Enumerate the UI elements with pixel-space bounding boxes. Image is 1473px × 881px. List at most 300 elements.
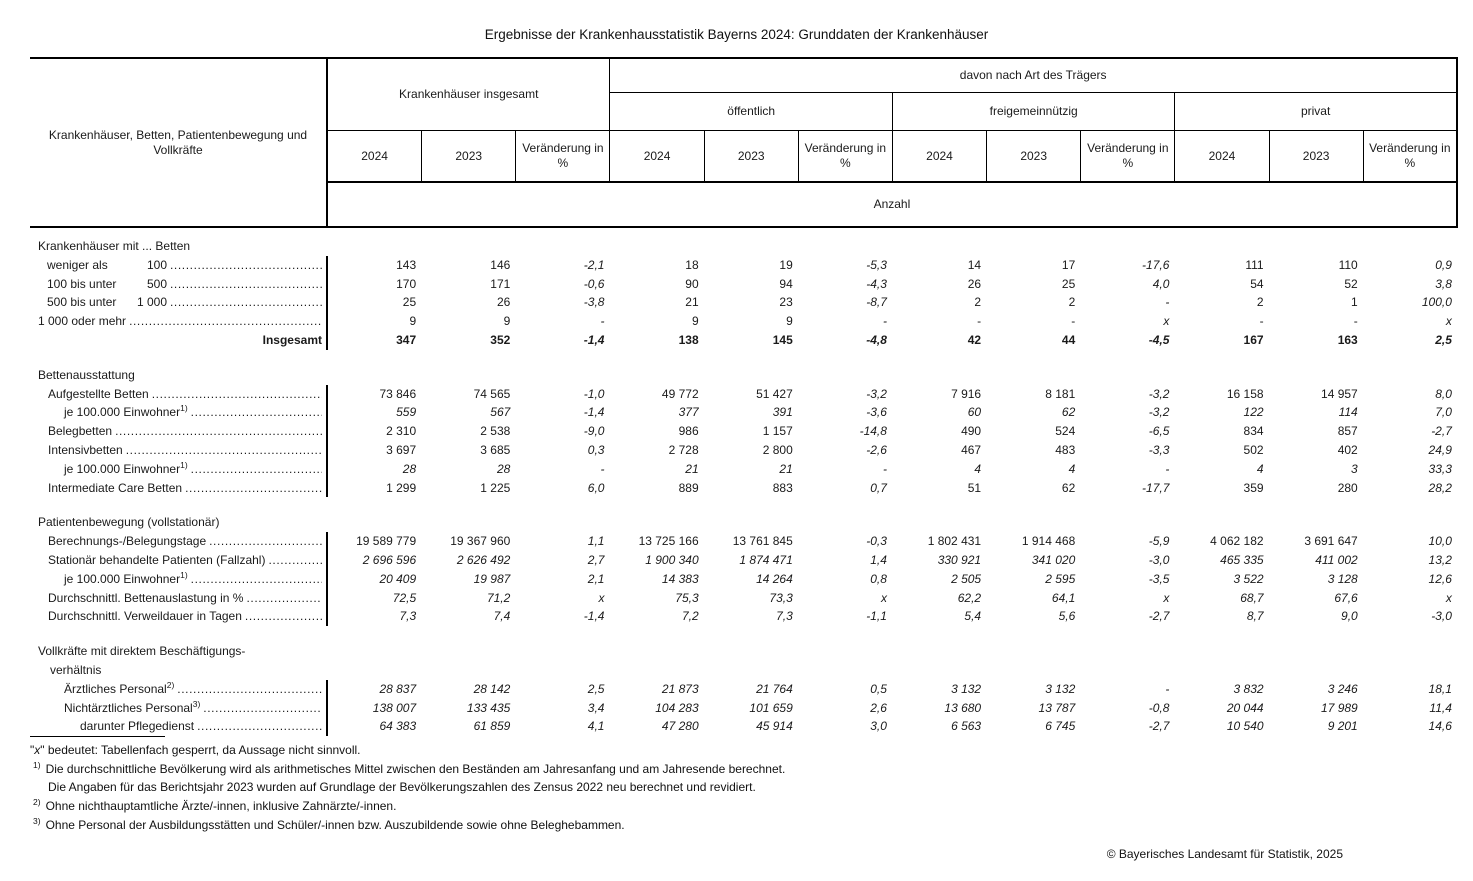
dot-leader xyxy=(268,551,322,570)
value-cell: 1 802 431 xyxy=(927,534,982,549)
x-symbol: x xyxy=(34,743,41,758)
value-cell: - xyxy=(1353,314,1358,329)
dot-leader xyxy=(185,479,322,498)
value-cell: 4 xyxy=(1256,461,1264,476)
value-cell: 883 xyxy=(772,480,793,495)
stub-header: Krankenhäuser, Betten, Patientenbewegung und Vollkräfte xyxy=(30,57,328,228)
value-cell: 67,6 xyxy=(1334,590,1358,605)
value-cell: 12,6 xyxy=(1428,571,1452,586)
value-cell: -2,7 xyxy=(1148,719,1170,734)
label-text: Nichtärztliches Personal xyxy=(64,700,193,715)
value-cell: 834 xyxy=(1243,424,1264,439)
value-cell: 21 xyxy=(685,461,699,476)
footnote xyxy=(30,760,1430,779)
dot-leader xyxy=(191,570,322,589)
value-cell: -3,0 xyxy=(1148,552,1170,567)
value-cell: 11,4 xyxy=(1429,700,1452,715)
value-cell: 18 xyxy=(685,257,699,272)
value-cell: 17 xyxy=(1061,257,1076,272)
row-label xyxy=(30,331,328,350)
section-title-row xyxy=(30,366,1458,385)
table-row xyxy=(30,532,1458,551)
year-header-cell: 2024 xyxy=(328,131,422,183)
row-label-text xyxy=(30,422,112,441)
value-cell: 62,2 xyxy=(957,590,982,605)
value-cell: -6,5 xyxy=(1148,424,1170,439)
value-cell: 0,7 xyxy=(870,480,887,495)
value-cell: 280 xyxy=(1337,480,1358,495)
value-cell: 2 696 596 xyxy=(362,552,417,567)
dot-leader xyxy=(126,441,322,460)
value-cell: 138 007 xyxy=(372,700,417,715)
value-cell: - xyxy=(600,461,605,476)
value-cell: 62 xyxy=(1061,480,1076,495)
row-label xyxy=(30,403,328,422)
value-cell: -17,6 xyxy=(1142,257,1170,272)
dot-leader xyxy=(129,312,322,331)
value-cell: 44 xyxy=(1061,332,1076,347)
value-cell: 133 435 xyxy=(466,700,511,715)
value-cell: 2 595 xyxy=(1045,571,1076,586)
dot-leader xyxy=(246,589,322,608)
dot-leader xyxy=(177,680,322,699)
row-label xyxy=(30,460,328,479)
table-section xyxy=(30,513,1458,626)
row-label-text xyxy=(30,551,265,570)
value-cell: 6 745 xyxy=(1045,719,1076,734)
value-cell: 94 xyxy=(779,276,793,291)
row-label-text xyxy=(30,570,188,589)
value-cell: 111 xyxy=(1245,257,1264,272)
value-cell: 138 xyxy=(678,332,699,347)
value-cell: x xyxy=(1445,314,1452,329)
row-label-text: Insgesamt xyxy=(262,332,322,347)
value-cell: 51 427 xyxy=(756,386,793,401)
table-row xyxy=(30,293,1458,312)
value-cell: 467 xyxy=(961,442,982,457)
value-cell: 9 xyxy=(503,314,511,329)
footnote-text: Die durchschnittliche Bevölkerung wird als arithmetisches Mittel zwischen den Beständen am Jahresanfang und am Jahresende berechnet. xyxy=(45,761,786,776)
copyright-notice: © Bayerisches Landesamt für Statistik, 2025 xyxy=(1106,847,1343,862)
value-cell: -1,4 xyxy=(583,332,605,347)
value-cell: -5,3 xyxy=(866,257,887,272)
value-cell: - xyxy=(1165,295,1170,310)
value-cell: x xyxy=(1163,314,1170,329)
value-cell: 13 680 xyxy=(944,700,982,715)
section-title-text: Patientenbewegung (vollstationär) xyxy=(38,515,220,530)
table-header xyxy=(30,57,1458,228)
value-cell: 3 832 xyxy=(1233,681,1264,696)
value-cell: 3 685 xyxy=(480,442,511,457)
group-header-total: Krankenhäuser insgesamt xyxy=(328,57,610,131)
value-cell: 465 335 xyxy=(1220,552,1264,567)
row-label-text xyxy=(30,312,126,331)
footnote-marker: 2) xyxy=(33,796,41,807)
value-cell: 2 626 492 xyxy=(456,552,511,567)
value-cell: 9 xyxy=(691,314,699,329)
value-cell: -1,0 xyxy=(583,386,605,401)
value-cell: x xyxy=(880,590,887,605)
section-title-row xyxy=(30,642,1458,661)
value-cell: -2,1 xyxy=(583,257,605,272)
value-cell: 68,7 xyxy=(1240,590,1264,605)
section-title-row xyxy=(30,661,1458,680)
table-section xyxy=(30,237,1458,350)
value-cell: 13 787 xyxy=(1038,700,1076,715)
footnote xyxy=(30,797,1430,816)
range-from: weniger als xyxy=(47,257,108,272)
label-text: Intensivbetten xyxy=(48,442,123,457)
value-cell: 110 xyxy=(1338,257,1358,272)
year-header-cell: 2023 xyxy=(1270,131,1364,183)
value-cell: - xyxy=(1165,681,1170,696)
value-cell: 2,1 xyxy=(587,571,605,586)
value-cell: -3,2 xyxy=(1148,405,1170,420)
footnote xyxy=(30,741,1430,760)
row-label xyxy=(30,717,328,736)
value-cell: -3,2 xyxy=(1148,386,1170,401)
value-cell: - xyxy=(882,314,887,329)
table-row xyxy=(30,589,1458,608)
label-text: darunter Pflegedienst xyxy=(80,719,195,734)
label-text: Berechnungs-/Belegungstage xyxy=(48,534,207,549)
table-row xyxy=(30,256,1458,275)
year-header-cell: 2024 xyxy=(610,131,704,183)
value-cell: 559 xyxy=(396,405,417,420)
value-cell: -1,4 xyxy=(583,609,605,624)
range-to: 500 xyxy=(146,276,167,291)
value-cell: 21 xyxy=(779,461,793,476)
value-cell: 0,5 xyxy=(870,681,887,696)
table-section xyxy=(30,366,1458,498)
year-header-cell: 2023 xyxy=(705,131,799,183)
label-text: Durchschnittl. Bettenauslastung in % xyxy=(48,590,244,605)
value-cell: 60 xyxy=(967,405,982,420)
dot-leader xyxy=(203,699,322,718)
value-cell: 0,8 xyxy=(870,571,887,586)
value-cell: 2 310 xyxy=(386,424,417,439)
value-cell: 146 xyxy=(490,257,511,272)
value-cell: - xyxy=(1071,314,1076,329)
section-title-text: verhältnis xyxy=(50,662,102,677)
value-cell: 2 728 xyxy=(668,442,699,457)
value-cell: 2 800 xyxy=(762,442,793,457)
value-cell: 14 xyxy=(967,257,982,272)
footnote-marker: 1) xyxy=(180,403,188,414)
value-cell: 16 158 xyxy=(1226,386,1264,401)
label-text: Durchschnittl. Verweildauer in Tagen xyxy=(48,609,242,624)
value-cell: 7,3 xyxy=(399,609,417,624)
table-row xyxy=(30,385,1458,404)
value-cell: 3 132 xyxy=(951,681,982,696)
section-title-row xyxy=(30,237,1458,256)
value-cell: 13 725 166 xyxy=(638,534,699,549)
row-label xyxy=(30,551,328,570)
row-label xyxy=(30,293,328,312)
value-cell: 9 xyxy=(409,314,417,329)
footnote-text: Ohne Personal der Ausbildungsstätten und Schüler/-innen bzw. Auszubildende sowie ohne Beleghebammen. xyxy=(45,817,625,832)
value-cell: -0,3 xyxy=(866,534,887,549)
dot-leader xyxy=(191,403,322,422)
value-cell: 71,2 xyxy=(486,590,511,605)
value-cell: 0,3 xyxy=(587,442,605,457)
footnote-marker: 3) xyxy=(33,815,41,826)
value-cell: 3 128 xyxy=(1327,571,1358,586)
label-text: 1 000 oder mehr xyxy=(38,314,127,329)
subgroup-header-privat: privat xyxy=(1175,93,1457,131)
value-cell: 2 505 xyxy=(951,571,982,586)
value-cell: 2 xyxy=(1068,295,1076,310)
value-cell: 8 181 xyxy=(1045,386,1076,401)
row-label-text xyxy=(30,403,188,422)
value-cell: 2 xyxy=(974,295,982,310)
value-cell: 64,1 xyxy=(1051,590,1076,605)
table-row xyxy=(30,403,1458,422)
year-header-cell: Veränderung in % xyxy=(516,131,610,183)
row-label xyxy=(30,441,328,460)
label-text: je 100.000 Einwohner xyxy=(64,405,181,420)
value-cell: 4 xyxy=(1068,461,1076,476)
row-label xyxy=(30,312,328,331)
value-cell: 2,5 xyxy=(587,681,605,696)
footnote-lines xyxy=(30,741,1430,834)
value-cell: - xyxy=(600,314,605,329)
value-cell: 28 xyxy=(402,461,417,476)
label-text: Stationär behandelte Patienten (Fallzahl) xyxy=(48,552,266,567)
value-cell: 13,2 xyxy=(1428,552,1452,567)
value-cell: 330 921 xyxy=(937,552,982,567)
group-header-traeger: davon nach Art des Trägers xyxy=(610,57,1457,93)
table-row xyxy=(30,422,1458,441)
value-cell: 8,0 xyxy=(1435,386,1452,401)
dot-leader xyxy=(209,532,322,551)
value-cell: 341 020 xyxy=(1031,552,1076,567)
value-cell: 1,1 xyxy=(587,534,605,549)
range-to: 1 000 xyxy=(136,295,167,310)
value-cell: 47 280 xyxy=(661,719,699,734)
value-cell: 170 xyxy=(396,276,417,291)
row-label xyxy=(30,256,328,275)
section-title xyxy=(30,661,328,680)
value-cell: -9,0 xyxy=(583,424,605,439)
value-cell: 9 201 xyxy=(1327,719,1358,734)
value-cell: 145 xyxy=(772,332,793,347)
value-cell: -3,6 xyxy=(866,405,887,420)
value-cell: 73 846 xyxy=(379,386,417,401)
value-cell: 28,2 xyxy=(1428,480,1452,495)
table-row xyxy=(30,680,1458,699)
value-cell: 7 916 xyxy=(951,386,982,401)
value-cell: x xyxy=(1445,590,1452,605)
value-cell: -0,6 xyxy=(583,276,605,291)
value-cell: 857 xyxy=(1337,424,1358,439)
value-cell: 13 761 845 xyxy=(732,534,793,549)
value-cell: 45 914 xyxy=(756,719,793,734)
value-cell: - xyxy=(882,461,887,476)
value-cell: 19 589 779 xyxy=(356,534,417,549)
value-cell: 2,5 xyxy=(1435,332,1452,347)
value-cell: 28 837 xyxy=(379,681,417,696)
value-cell: 21 873 xyxy=(661,681,699,696)
row-label-text xyxy=(30,589,243,608)
value-cell: 7,2 xyxy=(681,609,699,624)
value-cell: 4,0 xyxy=(1152,276,1170,291)
value-cell: 51 xyxy=(967,480,982,495)
value-cell: 61 859 xyxy=(473,719,511,734)
value-cell: 347 xyxy=(396,332,417,347)
subgroup-header-oeffentlich: öffentlich xyxy=(610,93,892,131)
table-row xyxy=(30,570,1458,589)
dot-leader xyxy=(197,717,322,736)
value-cell: 163 xyxy=(1337,332,1358,347)
value-cell: 4 062 182 xyxy=(1210,534,1264,549)
value-cell: 377 xyxy=(678,405,699,420)
row-label xyxy=(30,275,328,294)
section-title-text: Vollkräfte mit direktem Beschäftigungs- xyxy=(38,644,246,659)
value-cell: -3,3 xyxy=(1148,442,1170,457)
value-cell: 6 563 xyxy=(951,719,982,734)
value-cell: 28 142 xyxy=(473,681,511,696)
value-cell: 20 409 xyxy=(379,571,417,586)
value-cell: 2 xyxy=(1256,295,1264,310)
table-row xyxy=(30,699,1458,718)
row-label-text xyxy=(30,680,174,699)
row-label-text xyxy=(30,699,200,718)
section-title xyxy=(30,366,328,385)
value-cell: 33,3 xyxy=(1428,461,1452,476)
row-label xyxy=(30,589,328,608)
row-label xyxy=(30,479,328,498)
value-cell: 75,3 xyxy=(675,590,699,605)
dot-leader xyxy=(152,385,322,404)
label-text: Ärztliches Personal xyxy=(64,681,167,696)
value-cell: 28 xyxy=(496,461,511,476)
year-header-cell: Veränderung in % xyxy=(799,131,893,183)
table-row xyxy=(30,607,1458,626)
row-label xyxy=(30,570,328,589)
value-cell: 171 xyxy=(490,276,511,291)
label-text: Intermediate Care Betten xyxy=(48,480,183,495)
value-cell: 4 xyxy=(974,461,982,476)
subgroup-header-freigemeinnuetzig: freigemeinnützig xyxy=(893,93,1175,131)
value-cell: - xyxy=(1259,314,1264,329)
report-title: Ergebnisse der Krankenhausstatistik Bayerns 2024: Grunddaten der Krankenhäuser xyxy=(484,27,989,42)
value-cell: 3,0 xyxy=(870,719,887,734)
value-cell: -3,0 xyxy=(1431,609,1452,624)
row-label-text xyxy=(30,441,123,460)
value-cell: -4,3 xyxy=(866,276,887,291)
value-cell: 1 900 340 xyxy=(645,552,699,567)
table-row xyxy=(30,551,1458,570)
value-cell: 18,1 xyxy=(1428,681,1452,696)
label-text: Aufgestellte Betten xyxy=(48,386,149,401)
section-title-row xyxy=(30,513,1458,532)
row-label xyxy=(30,699,328,718)
footnote-text: Ohne nichthauptamtliche Ärzte/-innen, inklusive Zahnärzte/-innen. xyxy=(45,798,397,813)
value-cell: 3 522 xyxy=(1233,571,1264,586)
table-row xyxy=(30,460,1458,479)
value-cell: 352 xyxy=(490,332,511,347)
value-cell: 14,6 xyxy=(1428,719,1452,734)
value-cell: 986 xyxy=(678,424,699,439)
footnote xyxy=(30,816,1430,835)
value-cell: x xyxy=(598,590,605,605)
value-cell: 391 xyxy=(772,405,793,420)
value-cell: 1 299 xyxy=(386,480,417,495)
value-cell: 10 540 xyxy=(1226,719,1264,734)
dot-leader xyxy=(170,293,322,312)
value-cell: 17 989 xyxy=(1321,700,1358,715)
dot-leader xyxy=(115,422,322,441)
value-cell: 23 xyxy=(779,295,793,310)
value-cell: 3 697 xyxy=(386,442,417,457)
table-row xyxy=(30,479,1458,498)
row-label-range xyxy=(47,275,167,294)
value-cell: 889 xyxy=(678,480,699,495)
value-cell: 49 772 xyxy=(661,386,699,401)
range-from: 100 bis unter xyxy=(47,276,117,291)
value-cell: -0,8 xyxy=(1148,700,1170,715)
year-header-cell: 2024 xyxy=(893,131,987,183)
value-cell: 567 xyxy=(490,405,511,420)
value-cell: 167 xyxy=(1243,332,1264,347)
value-cell: 64 383 xyxy=(379,719,417,734)
footnotes xyxy=(30,736,1430,834)
table-row xyxy=(30,717,1458,736)
table-section xyxy=(30,642,1458,736)
label-text: Belegbetten xyxy=(48,424,113,439)
value-cell: 5,4 xyxy=(964,609,982,624)
value-cell: 14 383 xyxy=(661,571,699,586)
value-cell: -1,4 xyxy=(583,405,605,420)
row-label-range xyxy=(47,256,167,275)
value-cell: 3 246 xyxy=(1327,681,1358,696)
row-label xyxy=(30,422,328,441)
value-cell: -2,6 xyxy=(866,442,887,457)
value-cell: 2,6 xyxy=(870,700,887,715)
value-cell: 7,0 xyxy=(1435,405,1452,420)
value-cell: -17,7 xyxy=(1142,480,1170,495)
value-cell: 1 157 xyxy=(762,424,793,439)
value-cell: 10,0 xyxy=(1428,534,1452,549)
value-cell: 19 xyxy=(779,257,793,272)
statistics-table xyxy=(30,57,1458,736)
value-cell: 143 xyxy=(396,257,417,272)
value-cell: 402 xyxy=(1337,442,1358,457)
value-cell: 14 957 xyxy=(1321,386,1358,401)
value-cell: 42 xyxy=(967,332,982,347)
value-cell: -3,2 xyxy=(866,386,887,401)
value-cell: 8,7 xyxy=(1246,609,1264,624)
range-from: 500 bis unter xyxy=(47,295,117,310)
value-cell: -14,8 xyxy=(859,424,887,439)
value-cell: 54 xyxy=(1250,276,1264,291)
value-cell: 411 002 xyxy=(1315,552,1358,567)
row-label-text xyxy=(30,607,242,626)
footnote-rule xyxy=(30,736,165,737)
value-cell: - xyxy=(977,314,982,329)
table-body xyxy=(30,237,1458,736)
value-cell: 502 xyxy=(1243,442,1264,457)
value-cell: 19 987 xyxy=(473,571,511,586)
value-cell: 1 914 468 xyxy=(1021,534,1076,549)
label-text: je 100.000 Einwohner xyxy=(64,571,181,586)
value-cell: 2 538 xyxy=(480,424,511,439)
value-cell: -2,7 xyxy=(1148,609,1170,624)
footnote xyxy=(30,778,1430,797)
value-cell: 26 xyxy=(967,276,982,291)
value-cell: -1,1 xyxy=(866,609,887,624)
